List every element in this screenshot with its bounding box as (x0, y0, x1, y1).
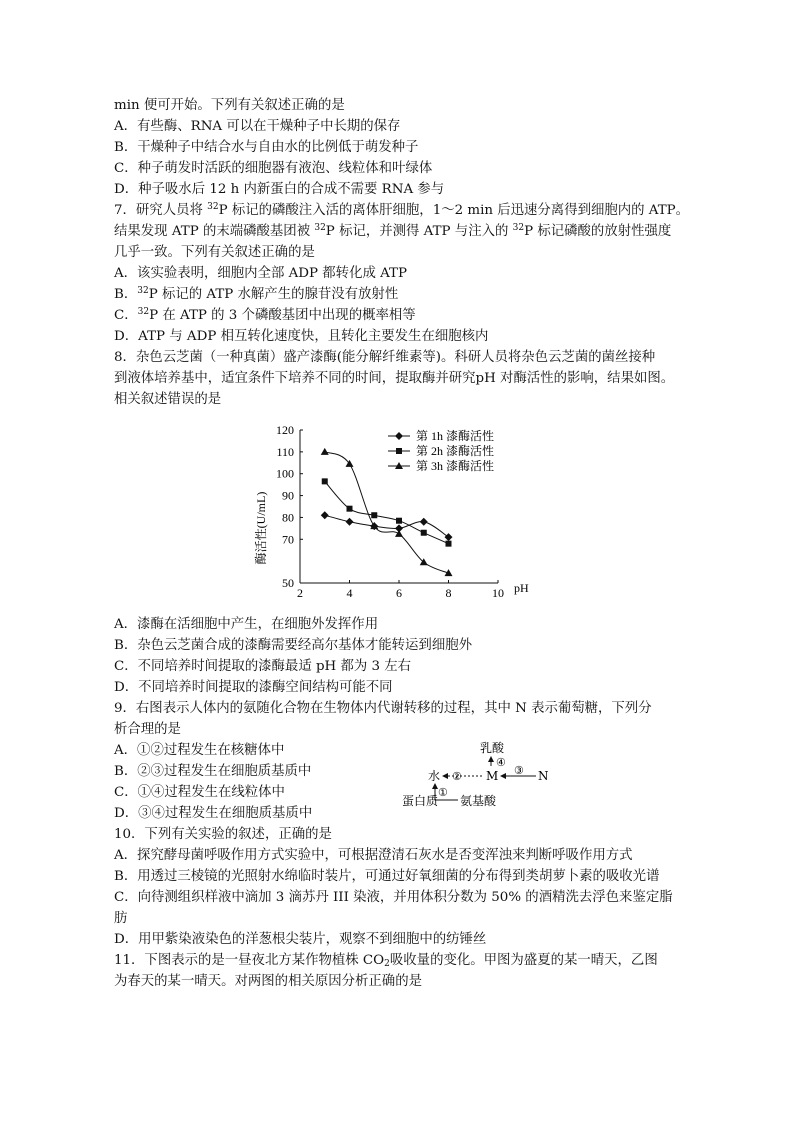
y-tick-label: 110 (276, 444, 294, 459)
q8-option-c: C．不同培养时间提取的漆酶最适 pH 都为 3 左右 (114, 659, 412, 674)
data-point-square (396, 518, 402, 524)
q7-option-c: C．$^{32}$P 在 ATP 的 3 个磷酸基团中出现的概率相等 (114, 307, 416, 323)
q6-option-d: D．种子吸水后 12 h 内新蛋白的合成不需要 RNA 参与 (114, 182, 445, 197)
legend-label-triangle: 第 3h 漆酶活性 (416, 459, 495, 473)
data-point-diamond (420, 518, 428, 526)
chart-svg (250, 418, 550, 610)
data-point-diamond (445, 533, 453, 541)
y-tick-label: 90 (282, 488, 294, 503)
q10-option-c-line-1: C．向待测组织样液中滴加 3 滴苏丹 III 染液，并用体积分数为 50% 的酒精洗去浮色来鉴定脂 (114, 890, 673, 905)
q6-option-a: A．有些酶、RNA 可以在干燥种子中长期的保存 (114, 119, 401, 134)
q11-stem-line-1: 11．下图表示的是一昼夜北方某作物植株 $CO_2$吸收量的变化。甲图为盛夏的某一晴天，乙图 (114, 953, 658, 969)
data-point-diamond (321, 511, 329, 519)
data-point-square (421, 530, 427, 536)
q8-stem-line-3: 相关叙述错误的是 (114, 392, 222, 407)
q10-option-b: B．用透过三棱镜的光照射水绵临时装片，可通过好氧细菌的分布得到类胡萝卜素的吸收光谱 (114, 869, 660, 884)
data-point-triangle (395, 530, 403, 537)
node-water: 水 (428, 769, 441, 783)
x-tick-label: 6 (396, 586, 402, 600)
q6-option-b: B．干燥种子中结合水与自由水的比例低于萌发种子 (114, 140, 419, 155)
x-tick-label: 10 (492, 586, 504, 600)
series-line-square (325, 481, 449, 543)
data-point-square (322, 478, 328, 484)
node-n: N (538, 769, 549, 783)
chart-x-label: pH (514, 581, 529, 595)
q8-option-b: B．杂色云芝菌合成的漆酶需要经高尔基体才能转运到细胞外 (114, 638, 472, 653)
data-point-diamond (395, 432, 403, 440)
y-tick-label: 100 (276, 466, 294, 481)
q9-stem-line-1: 9．右图表示人体内的氨随化合物在生物体内代谢转移的过程，其中 N 表示葡萄糖，下列分 (114, 701, 652, 716)
q7-option-a: A．该实验表明，细胞内全部 ADP 都转化成 ATP (114, 266, 407, 281)
x-tick-label: 8 (445, 586, 452, 600)
y-tick-label: 120 (276, 423, 294, 437)
data-point-triangle (321, 448, 329, 455)
q6-option-c: C．种子萌发时活跃的细胞器有液泡、线粒体和叶绿体 (114, 161, 433, 176)
node-protein: 蛋白质 (402, 794, 439, 808)
x-tick-label: 4 (346, 586, 353, 600)
q7-option-d: D．ATP 与 ADP 相互转化速度快，且转化主要发生在细胞核内 (114, 329, 489, 344)
node-m: M (486, 769, 499, 783)
q9-option-a: A．①②过程发生在核糖体中 (114, 743, 285, 758)
y-tick-label: 70 (282, 532, 294, 547)
q9-option-b: B．②③过程发生在细胞质基质中 (114, 764, 312, 779)
data-point-square (371, 512, 377, 518)
chart-y-label: 酶活性(U/mL) (254, 491, 268, 565)
metabolism-pathway-diagram (402, 741, 590, 814)
legend-label-diamond: 第 1h 漆酶活性 (416, 429, 495, 443)
q7-stem-line-3: 几乎一致。下列有关叙述正确的是 (114, 245, 315, 260)
q9-option-c: C．①④过程发生在线粒体中 (114, 785, 285, 800)
q11-stem-line-2: 为春天的某一晴天。对两图的相关原因分析正确的是 (114, 974, 422, 989)
q10-option-a: A．探究酵母菌呼吸作用方式实验中，可根据澄清石灰水是否变浑浊来判断呼吸作用方式 (114, 848, 633, 863)
y-tick-label: 80 (282, 510, 294, 525)
series-line-diamond (325, 515, 449, 537)
step-1-label: ① (438, 786, 448, 799)
q10-option-d: D．用甲紫染液染色的洋葱根尖装片，观察不到细胞中的纺锤丝 (114, 932, 487, 947)
q9-stem-line-2: 析合理的是 (114, 722, 181, 737)
q8-stem-line-1: 8．杂色云芝菌（一种真菌）盛产漆酶(能分解纤维素等)。科研人员将杂色云芝菌的菌丝接种 (114, 350, 656, 365)
q10-stem: 10．下列有关实验的叙述，正确的是 (114, 827, 332, 842)
step-3-label: ③ (514, 764, 524, 777)
node-lactate: 乳酸 (480, 741, 505, 755)
step-4-label: ④ (496, 756, 506, 769)
q6-stem-tail: min 便可开始。下列有关叙述正确的是 (114, 98, 345, 113)
data-point-square (347, 506, 353, 512)
data-point-square (446, 541, 452, 547)
legend-label-square: 第 2h 漆酶活性 (416, 444, 495, 458)
q8-stem-line-2: 到液体培养基中，适宜条件下培养不同的时间，提取酶并研究pH 对酶活性的影响，结果如图。 (114, 371, 675, 386)
q10-option-c-line-2: 肪 (114, 911, 128, 926)
node-amino-acid: 氨基酸 (460, 794, 497, 808)
q8-option-d: D．不同培养时间提取的漆酶空间结构可能不同 (114, 680, 393, 695)
y-tick-label: 50 (282, 576, 294, 590)
q7-stem-line-2: 结果发现 ATP 的末端磷酸基团被 $^{32}$P 标记，并测得 ATP 与注入的 $^{32}$P 标记磷酸的放射性强度 (114, 223, 672, 239)
pathway-svg (402, 741, 590, 814)
step-2-label: ② (452, 770, 462, 783)
enzyme-activity-chart (250, 418, 550, 610)
q8-option-a: A．漆酶在活细胞中产生，在细胞外发挥作用 (114, 617, 379, 632)
data-point-square (396, 448, 402, 454)
x-tick-label: 2 (297, 586, 303, 600)
q9-option-d: D．③④过程发生在细胞质基质中 (114, 806, 313, 821)
q7-stem-line-1: 7．研究人员将 $^{32}$P 标记的磷酸注入活的离体肝细胞，1～2 min 后迅速分离得到细胞内的 ATP。 (114, 202, 690, 218)
q7-option-b: B．$^{32}$P 标记的 ATP 水解产生的腺苷没有放射性 (114, 286, 399, 302)
data-point-diamond (346, 518, 354, 526)
